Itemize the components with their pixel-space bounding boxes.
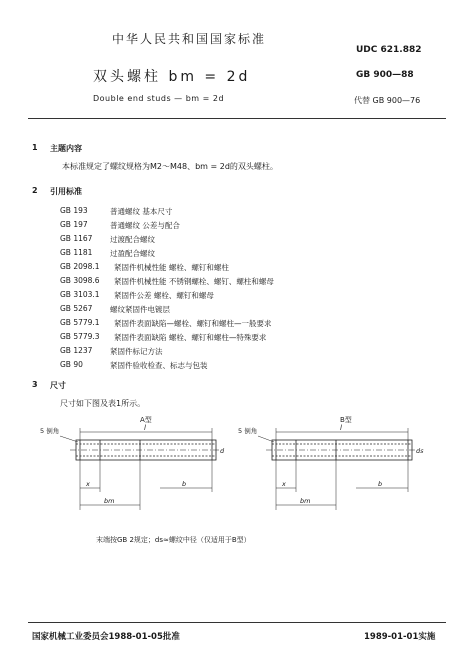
section-1-number: 1 — [32, 143, 38, 152]
section-1-text: 本标准规定了螺纹规格为M2～M48、bm = 2d的双头螺柱。 — [62, 162, 278, 171]
dim-bm-b: bm — [300, 497, 311, 505]
ref-gb-number: GB 5779.3 — [60, 332, 100, 341]
figure-caption: 末端按GB 2规定；ds≈螺纹中径（仅适用于B型） — [96, 536, 251, 544]
section-3-text: 尺寸如下图及表1所示。 — [60, 399, 146, 408]
ref-gb-number: GB 1167 — [60, 234, 93, 243]
chamfer-callout-b: 5 倒角 — [238, 427, 258, 435]
dim-b-a: b — [182, 480, 187, 488]
ref-title: 普通螺纹 基本尺寸 — [110, 207, 173, 216]
ref-gb-number: GB 197 — [60, 220, 88, 229]
type-b-label: B型 — [340, 416, 352, 424]
section-2-heading: 引用标准 — [50, 187, 82, 196]
type-a-label: A型 — [140, 416, 152, 424]
issue-approval: 国家机械工业委员会1988-01-05批准 — [32, 632, 180, 642]
ref-gb-number: GB 3103.1 — [60, 290, 100, 299]
ref-title: 螺纹紧固件电镀层 — [110, 305, 170, 314]
section-3-number: 3 — [32, 380, 38, 389]
dim-x-b: x — [282, 480, 286, 488]
type-b-stud-drawing — [258, 428, 418, 510]
udc-code: UDC 621.882 — [356, 45, 422, 55]
section-2-number: 2 — [32, 186, 38, 195]
footer-divider — [28, 622, 446, 623]
ref-title: 紧固件验收检查、标志与包装 — [110, 361, 208, 370]
english-title: Double end studs — bm = 2d — [93, 94, 225, 103]
gb-number: GB 900—88 — [356, 70, 414, 80]
ref-gb-number: GB 5779.1 — [60, 318, 100, 327]
section-3-heading: 尺寸 — [50, 381, 66, 390]
dim-l-b: l — [340, 424, 342, 432]
ref-title: 紧固件标记方法 — [110, 347, 163, 356]
ref-title: 紧固件公差 螺栓、螺钉和螺母 — [114, 291, 214, 300]
ref-title: 紧固件机械性能 螺栓、螺钉和螺柱 — [114, 263, 229, 272]
ref-title: 过渡配合螺纹 — [110, 235, 155, 244]
ref-gb-number: GB 5267 — [60, 304, 93, 313]
type-a-stud-drawing — [60, 428, 222, 510]
dim-b-b: b — [378, 480, 383, 488]
dim-bm-a: bm — [104, 497, 115, 505]
ref-gb-number: GB 3098.6 — [60, 276, 100, 285]
ref-title: 紧固件表面缺陷—螺栓、螺钉和螺柱—一般要求 — [114, 319, 272, 328]
chamfer-callout-a: 5 倒角 — [40, 427, 60, 435]
dim-l-a: l — [144, 424, 146, 432]
ref-title: 紧固件机械性能 不锈钢螺栓、螺钉、螺柱和螺母 — [114, 277, 274, 286]
ref-gb-number: GB 1181 — [60, 248, 93, 257]
issuing-country-line: 中华人民共和国国家标准 — [112, 32, 267, 46]
section-1-heading: 主题内容 — [50, 144, 82, 153]
implementation-date: 1989-01-01实施 — [364, 632, 436, 642]
standard-title: 双头螺柱 bm = 2d — [93, 69, 251, 85]
ref-title: 过盈配合螺纹 — [110, 249, 155, 258]
ref-gb-number: GB 193 — [60, 206, 88, 215]
dim-d-a: d — [220, 447, 225, 455]
dim-ds-b: ds — [416, 447, 424, 455]
dim-x-a: x — [86, 480, 90, 488]
ref-gb-number: GB 1237 — [60, 346, 93, 355]
ref-gb-number: GB 2098.1 — [60, 262, 100, 271]
ref-title: 紧固件表面缺陷 螺栓、螺钉和螺柱—特殊要求 — [114, 333, 267, 342]
replaces-note: 代替 GB 900—76 — [354, 96, 421, 105]
ref-title: 普通螺纹 公差与配合 — [110, 221, 180, 230]
ref-gb-number: GB 90 — [60, 360, 83, 369]
